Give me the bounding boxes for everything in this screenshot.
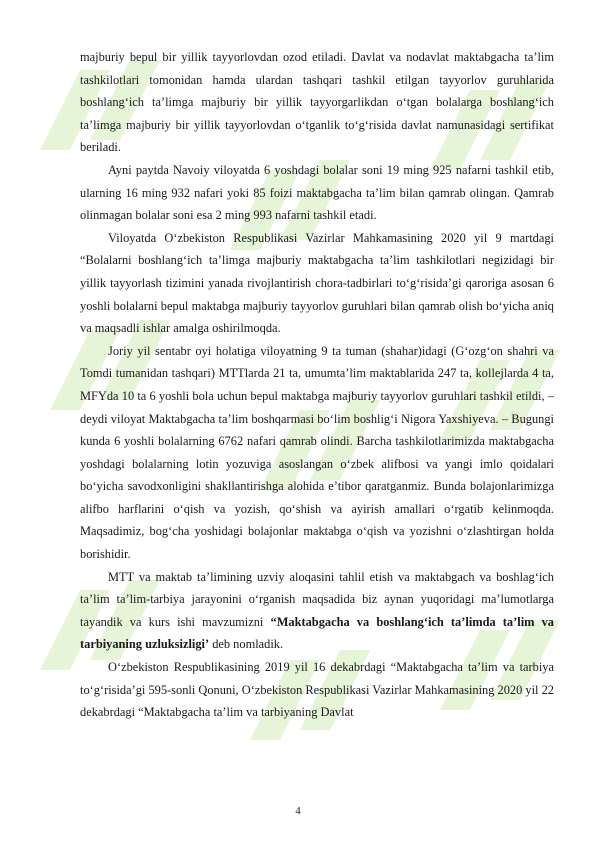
- course-work-title: “Maktabgacha va boshlang‘ich ta’limda ta’lim va tarbiyaning uzluksizligi’: [80, 614, 554, 652]
- paragraph-text: deb nomladik.: [209, 637, 284, 652]
- page-number: 4: [295, 806, 301, 817]
- paragraph: majburiy bepul bir yillik tayyorlovdan ozod etiladi. Davlat va nodavlat maktabgacha ta’lim tashkilotlari tomonidan hamda ulardan tashqari tashkil etilgan tayyorlov guruhlarida boshlang‘ich ta’limga majburiy bir yillik tayyorgarlikdan o‘tgan bolalarga boshlang‘ich ta’limga majburiy bir yillik tayyorlovdan o‘tganlik to‘g‘risida davlat namunasidagi sertifikat beriladi.: [80, 50, 554, 155]
- paragraph-text: MTT va maktab ta’limining uzviy aloqasini tahlil etish va maktabgach va boshlag‘ich ta’lim ta’lim-tarbiya jarayonini o‘rganish maqsadida biz aynan yuqoridagi ma’lumotlarga tayandik va kurs ishi mavzumizni: [80, 569, 554, 629]
- paragraph: O‘zbekiston Respublikasining 2019 yil 16 dekabrdagi “Maktabgacha ta’lim va tarbiya to‘g‘risida’gi 595-sonli Qonuni, O‘zbekiston Respublikasi Vazirlar Mahkamasining 2020 yil 22 dekabrdagi “Maktabgacha ta’lim va tarbiyaning Davlat: [80, 660, 554, 720]
- paragraph: [80, 566, 554, 656]
- paragraph: Viloyatda O‘zbekiston Respublikasi Vazirlar Mahkamasining 2020 yil 9 martdagi “Bolalarni boshlang‘ich ta’limga majburiy maktabgacha ta’lim tashkilotlari negizidagi bir yillik tayyorlash tizimini yanada rivojlantirish chora-tadbirlari to‘g‘risida’gi qaroriga asosan 6 yoshli bolalarni bepul maktabga majburiy tayyorlov guruhlari bilan qamrab olish bo‘yicha aniq va maqsadli ishlar amalga oshirilmoqda.: [80, 230, 554, 336]
- document-body: [80, 46, 554, 724]
- paragraph: Ayni paytda Navoiy viloyatda 6 yoshdagi bolalar soni 19 ming 925 nafarni tashkil etib, ularning 16 ming 932 nafari yoki 85 foizi maktabgacha ta’lim bilan qamrab olingan. Qamrab olinmagan bolalar soni esa 2 ming 993 nafarni tashkil etadi.: [80, 162, 554, 223]
- paragraph: Joriy yil sentabr oyi holatiga viloyatning 9 ta tuman (shahar)idagi (G‘ozg‘on shahri va Tomdi tumanidan tashqari) MTTlarda 21 ta, umumta’lim maktablarida 247 ta, kollejlarda 4 ta, MFYda 10 ta 6 yoshli bola uchun bepul maktabga majburiy tayyorlov guruhlari tashkil etildi, – deydi viloyat Maktabgacha ta’lim boshqarmasi bo‘lim boshlig‘i Nigora Yaxshiyeva. – Bugungi kunda 6 yoshli bolalarning 6762 nafari qamrab olindi. Barcha tashkilotlarimizda maktabgacha yoshdagi bolalarning lotin yozuviga asoslangan o‘zbek alifbosi va yangi imlo qoidalari bo‘yicha savodxonligini shakllantirishga alohida e’tibor qaratganmiz. Bunda bolajonlarimizga alifbo harflarini o‘qish va yozish, qo‘shish va ayirish amallari o‘rgatib kelinmoqda. Maqsadimiz, bog‘cha yoshidagi bolajonlar maktabga o‘qish va yozishni o‘zlashtirgan holda borishidir.: [80, 343, 554, 562]
